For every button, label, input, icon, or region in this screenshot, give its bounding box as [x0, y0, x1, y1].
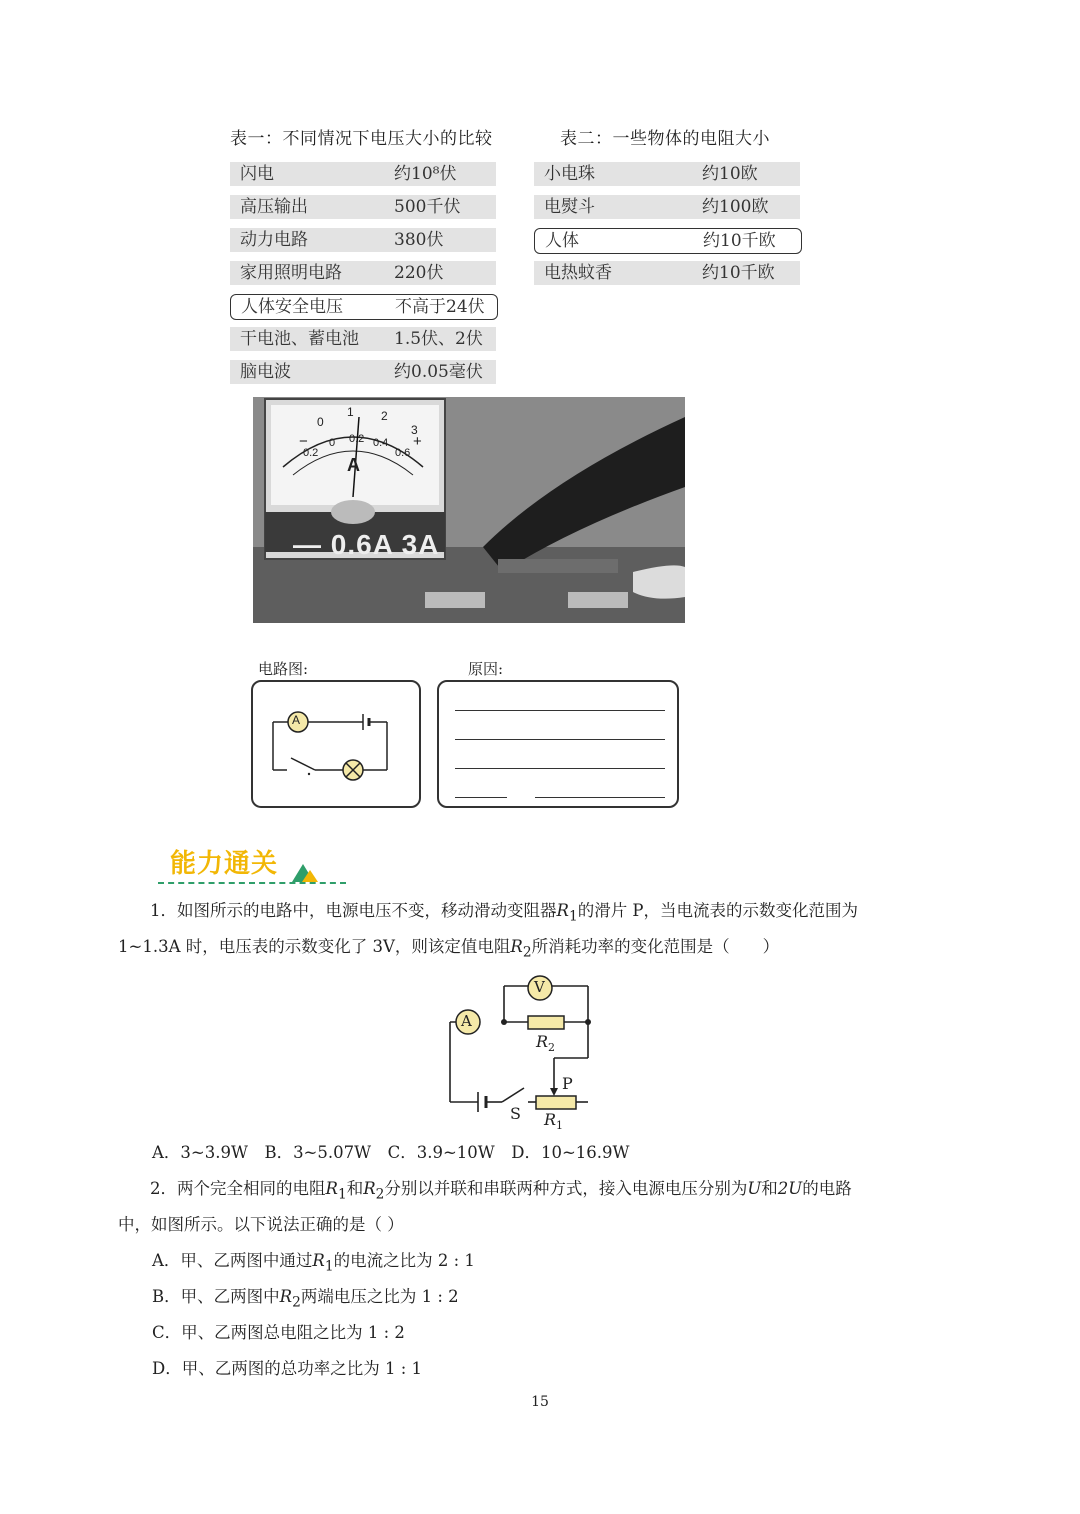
- scale-top-3: 3: [411, 423, 418, 437]
- meter-unit: A: [347, 455, 360, 475]
- circuit-label: 电路图:: [258, 660, 309, 678]
- table-item: 小电珠: [544, 164, 595, 184]
- q1-line2: [118, 936, 779, 963]
- q2-and: 和: [346, 1179, 364, 1198]
- q2-b-text: B．甲、乙两图中: [152, 1287, 280, 1306]
- q2-text-c: 的电路: [802, 1179, 852, 1198]
- ammeter-symbol: A: [292, 713, 301, 727]
- table-value: 约0.05毫伏: [394, 362, 483, 382]
- q2-r1: R: [325, 1179, 338, 1198]
- table-item: 闪电: [240, 164, 274, 184]
- scale-bottom-3: 0.4: [373, 437, 389, 449]
- table-item: 电热蚊香: [544, 263, 612, 283]
- answer-line: [535, 797, 665, 798]
- q1-text-b: 的滑片 P，当电流表的示数变化范围为: [577, 901, 859, 920]
- table-value: 约10千欧: [702, 263, 775, 283]
- section-title: 能力通关: [170, 849, 279, 879]
- table-row: [534, 195, 800, 219]
- simple-circuit-diagram: [253, 682, 419, 806]
- table-row: [534, 162, 800, 186]
- table-row: [534, 228, 802, 254]
- table-item: 动力电路: [240, 230, 308, 250]
- q1-r1: R: [556, 901, 569, 920]
- q2-line1: [150, 1178, 852, 1205]
- circuit-diagram-box: [251, 680, 421, 808]
- q2-a-sub: 1: [324, 1258, 334, 1275]
- q2-b-r: R: [279, 1287, 293, 1306]
- table-value: 1.5伏、2伏: [394, 329, 483, 349]
- terminal-labels: — 0.6A 3A: [293, 529, 440, 560]
- table-row: [230, 195, 496, 219]
- table-row: [230, 162, 496, 186]
- q2-u: U: [747, 1179, 762, 1198]
- q2-line2: 中，如图所示。以下说法正确的是（ ）: [118, 1215, 404, 1234]
- answer-line: [455, 739, 665, 740]
- scale-bottom-0: 0.2: [303, 447, 319, 459]
- r1-letter: R: [544, 1110, 557, 1129]
- q2-a-r: R: [312, 1251, 325, 1270]
- table-value: 约10千欧: [703, 231, 776, 251]
- reason-box: [437, 680, 679, 808]
- meter-scale: [273, 403, 441, 483]
- answer-line: [455, 710, 665, 711]
- table-row: [534, 261, 800, 285]
- table-item: 人体安全电压: [241, 297, 343, 317]
- q2-r1-sub: 1: [337, 1186, 347, 1203]
- q1-options: A．3~3.9W B．3~5.07W C．3.9~10W D．10~16.9W: [152, 1143, 630, 1162]
- table-item: 家用照明电路: [240, 263, 342, 283]
- table-row: [230, 294, 498, 320]
- q2-text-b: 分别以并联和串联两种方式，接入电源电压分别为: [384, 1179, 748, 1198]
- r1-label: [544, 1110, 563, 1132]
- r1-sub: 1: [556, 1119, 564, 1133]
- q1-text-a: 1．如图所示的电路中，电源电压不变，移动滑动变阻器: [150, 901, 557, 920]
- answer-line: [455, 797, 507, 798]
- table-item: 电熨斗: [544, 197, 595, 217]
- q2-r2-sub: 2: [375, 1186, 385, 1203]
- scale-bottom-4: 0.6: [395, 447, 411, 459]
- scale-bottom-1: 0: [329, 437, 336, 449]
- r2-sub: 2: [548, 1041, 556, 1055]
- table-row: [230, 261, 496, 285]
- r2-letter: R: [536, 1032, 549, 1051]
- ammeter-photo: [253, 397, 685, 623]
- reason-label: 原因:: [468, 660, 504, 678]
- table-value: 220伏: [394, 263, 444, 283]
- q2-b-rest: 两端电压之比为 1 : 2: [300, 1287, 459, 1306]
- q1-line1: [150, 900, 858, 927]
- q2-a-rest: 的电流之比为 2 : 1: [333, 1251, 475, 1270]
- q1-text-d: 所消耗功率的变化范围是（ ）: [531, 937, 780, 956]
- table-item: 脑电波: [240, 362, 291, 382]
- mountain-icon: [290, 860, 320, 882]
- q2-b-sub: 2: [292, 1294, 301, 1311]
- table-row: [230, 360, 496, 384]
- table-value: 约10⁸伏: [394, 164, 457, 184]
- table-value: 不高于24伏: [395, 297, 485, 317]
- q1-circuit-diagram: [440, 972, 610, 1132]
- plus-sign: +: [413, 433, 422, 450]
- q2-option-d: D．甲、乙两图的总功率之比为 1 : 1: [152, 1359, 423, 1378]
- q1-circuit-art: [440, 972, 610, 1132]
- table-item: 干电池、蓄电池: [240, 329, 359, 349]
- q2-2u: 2U: [777, 1179, 803, 1198]
- voltmeter-symbol: V: [534, 978, 545, 996]
- scale-top-2: 2: [381, 409, 388, 423]
- table-value: 约100欧: [702, 197, 769, 217]
- answer-line: [455, 768, 665, 769]
- q1-r2-sub: 2: [522, 944, 532, 961]
- scale-top-1: 1: [347, 405, 354, 419]
- table-item: 人体: [545, 231, 579, 251]
- section-underline: [158, 882, 346, 884]
- q2-option-a: [152, 1250, 475, 1277]
- table-value: 380伏: [394, 230, 444, 250]
- table-value: 500千伏: [394, 197, 461, 217]
- table-value: 约10欧: [702, 164, 758, 184]
- q2-a-text: A．甲、乙两图中通过: [152, 1251, 313, 1270]
- slider-p-label: P: [562, 1074, 573, 1093]
- table-item: 高压输出: [240, 197, 308, 217]
- scale-bottom-2: 0.2: [349, 433, 365, 445]
- switch-s-label: S: [510, 1104, 521, 1123]
- q1-r1-sub: 1: [568, 908, 578, 925]
- table2-caption: 表二：一些物体的电阻大小: [560, 129, 770, 149]
- r2-label: [536, 1032, 555, 1054]
- q1-r2: R: [510, 937, 523, 956]
- page-number: 15: [531, 1394, 549, 1410]
- q1-text-c: 1~1.3A 时，电压表的示数变化了 3V，则该定值电阻: [118, 937, 511, 956]
- table1-caption: 表一：不同情况下电压大小的比较: [230, 129, 493, 149]
- q2-text-a: 2．两个完全相同的电阻: [150, 1179, 326, 1198]
- minus-sign: −: [299, 433, 308, 450]
- ammeter-symbol: A: [461, 1012, 472, 1030]
- q2-r2: R: [363, 1179, 376, 1198]
- scale-top-0: 0: [317, 415, 324, 429]
- q2-option-c: C．甲、乙两图总电阻之比为 1 : 2: [152, 1323, 405, 1342]
- table-row: [230, 327, 496, 351]
- q2-and2: 和: [761, 1179, 778, 1198]
- q2-option-b: [152, 1286, 459, 1313]
- table-row: [230, 228, 496, 252]
